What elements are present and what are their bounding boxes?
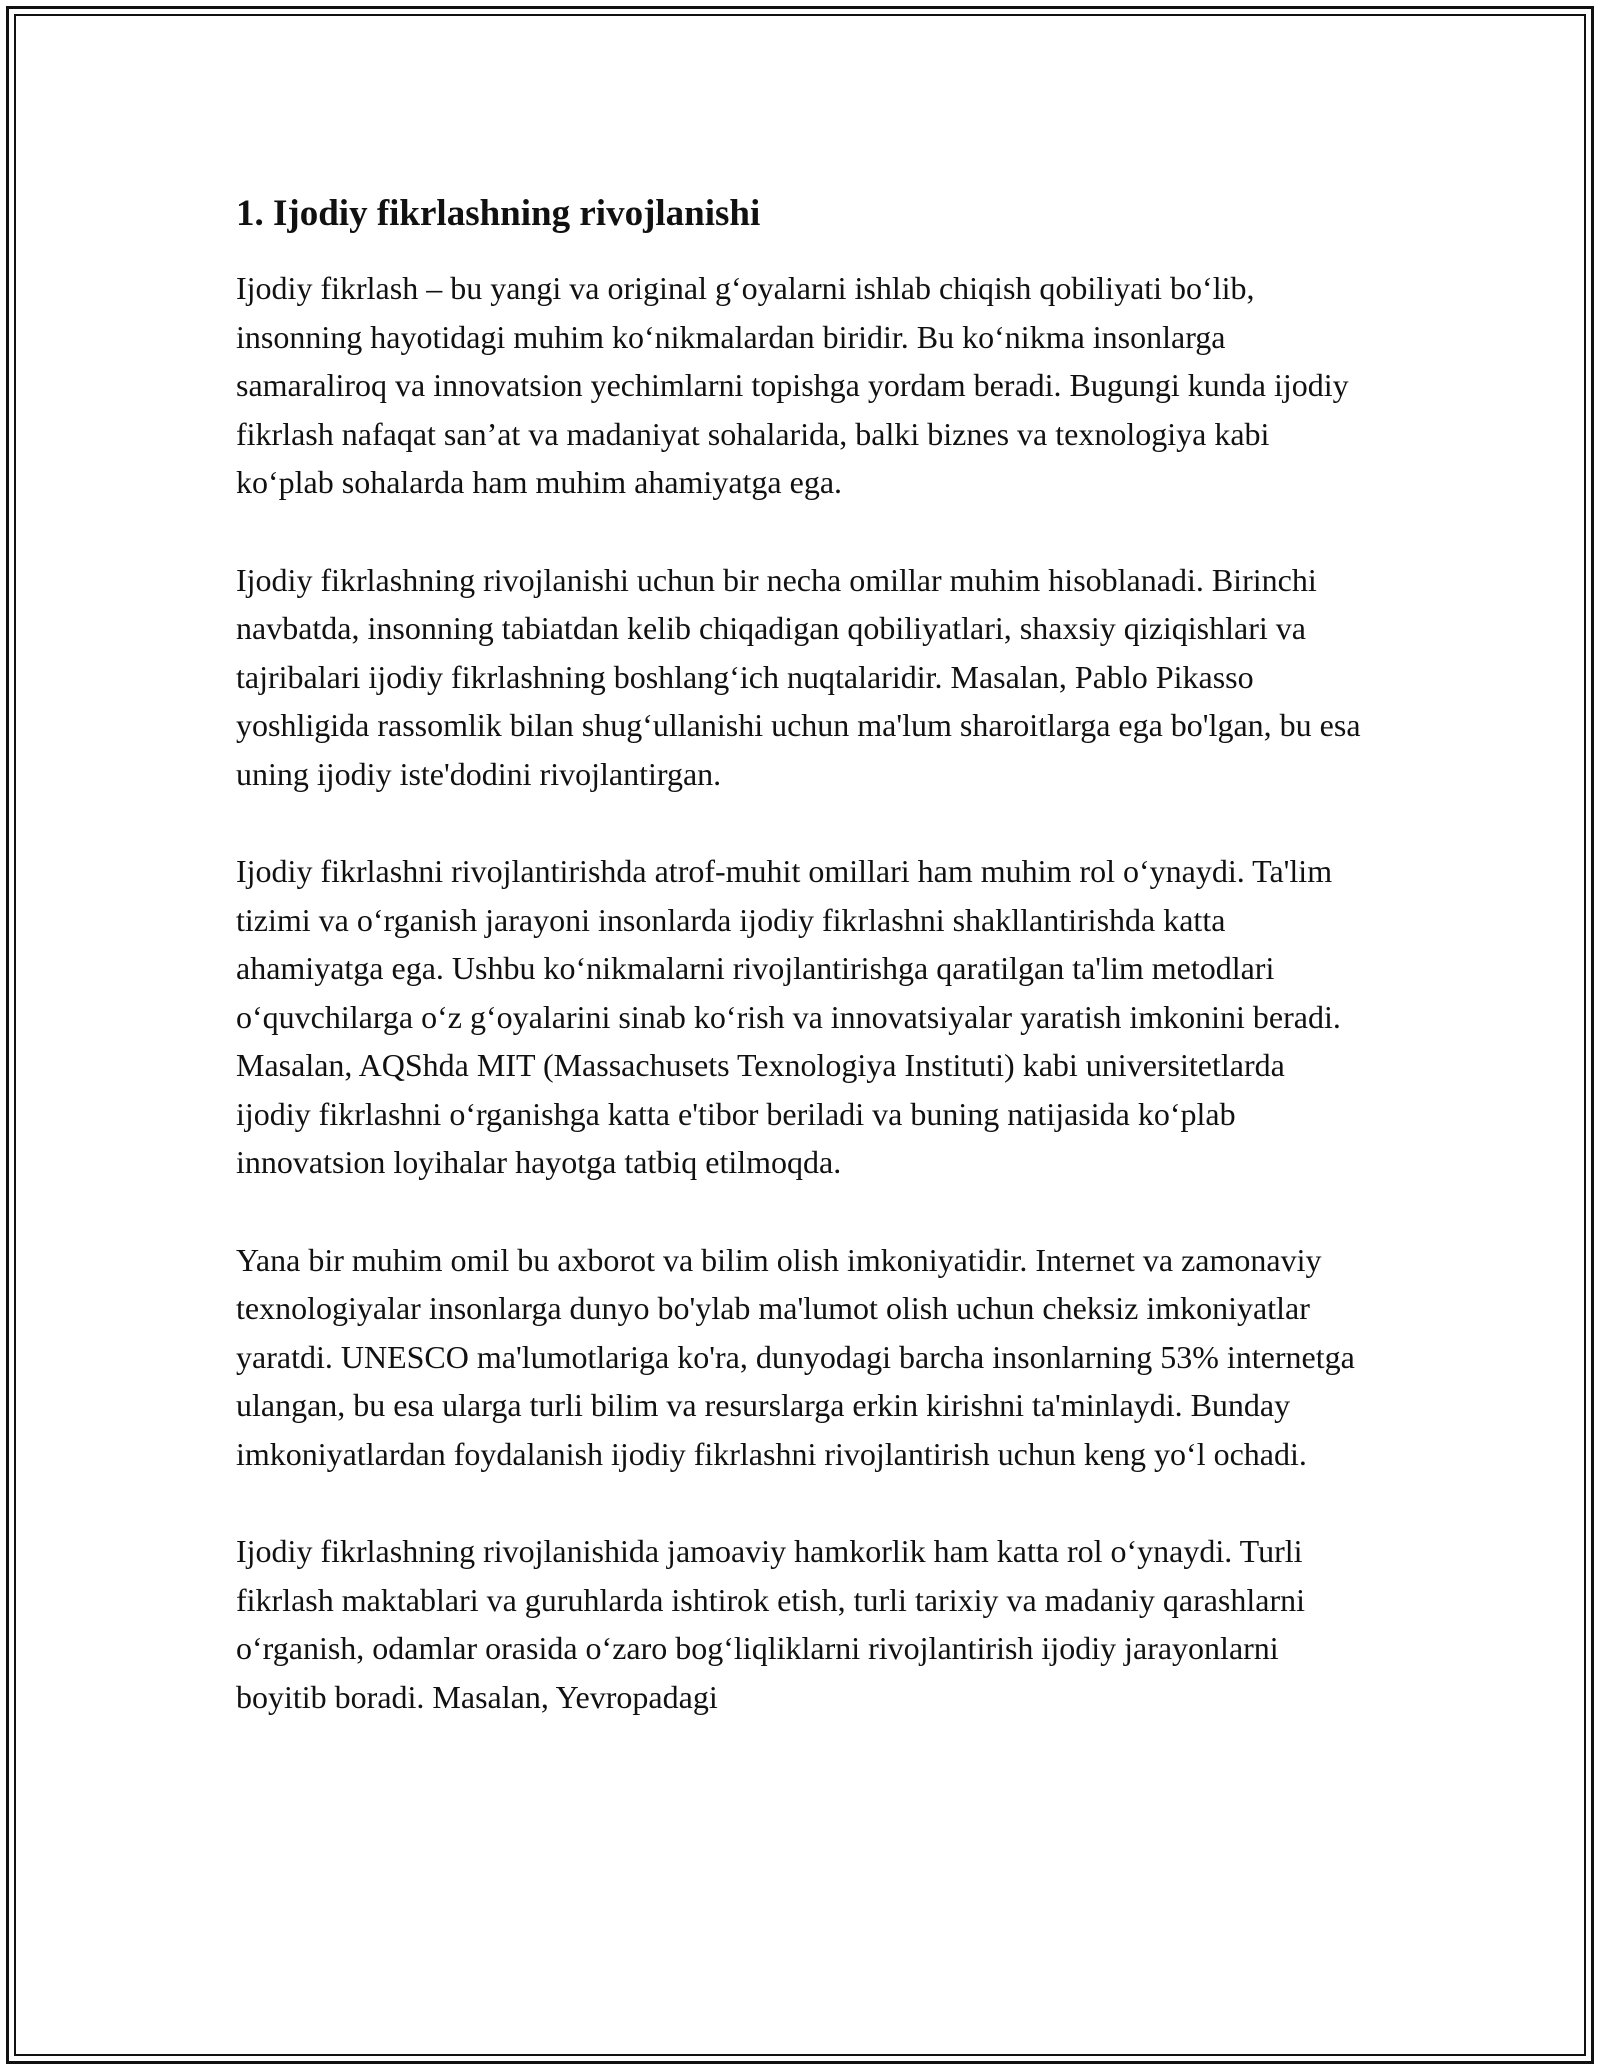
paragraph-2: Ijodiy fikrlashning rivojlanishi uchun bir necha omillar muhim hisoblanadi. Birinchi navbatda, insonning tabiatdan kelib chiqadigan qobiliyatlari, shaxsiy qiziqishlari va tajribalari ijodiy fikrlashning boshlang‘ich nuqtalaridir. Masalan, Pablo Pikasso yoshligida rassomlik bilan shug‘ullanishi uchun ma'lum sharoitlarga ega bo'lgan, bu esa uning ijodiy iste'dodini rivojlantirgan. bbox=[236, 561, 1361, 792]
paragraph-5: Ijodiy fikrlashning rivojlanishida jamoaviy hamkorlik ham katta rol o‘ynaydi. Turli fikrlash maktablari va guruhlarda ishtirok etish, turli tarixiy va madaniy qarashlarni o‘rganish, odamlar orasida o‘zaro bog‘liqliklarni rivojlantirish ijodiy jarayonlarni boyitib boradi. Masalan, Yevropadagi bbox=[236, 1533, 1306, 1715]
section-heading: 1. Ijodiy fikrlashning rivojlanishi bbox=[236, 193, 761, 234]
document-body bbox=[236, 190, 1366, 1721]
paragraph-1: Ijodiy fikrlash – bu yangi va original g‘oyalarni ishlab chiqish qobiliyati bo‘lib, insonning hayotidagi muhim ko‘nikmalardan biridir. Bu ko‘nikma insonlarga samaraliroq va innovatsion yechimlarni topishga yordam beradi. Bugungi kunda ijodiy fikrlash nafaqat san’at va madaniyat sohalarida, balki biznes va texnologiya kabi ko‘plab sohalarda ham muhim ahamiyatga ega. bbox=[236, 270, 1349, 500]
paragraph-3: Ijodiy fikrlashni rivojlantirishda atrof-muhit omillari ham muhim rol o‘ynaydi. Ta'lim tizimi va o‘rganish jarayoni insonlarda ijodiy fikrlashni shakllantirishda katta ahamiyatga ega. Ushbu ko‘nikmalarni rivojlantirishga qaratilgan ta'lim metodlari o‘quvchilarga o‘z g‘oyalarini sinab ko‘rish va innovatsiyalar yaratish imkonini beradi. Masalan, AQShda MIT (Massachusets Texnologiya Instituti) kabi universitetlarda ijodiy fikrlashni o‘rganishga katta e'tibor beriladi va buning natijasida ko‘plab innovatsion loyihalar hayotga tatbiq etilmoqda. bbox=[236, 853, 1341, 1180]
paragraph-4: Yana bir muhim omil bu axborot va bilim olish imkoniyatidir. Internet va zamonaviy texnologiyalar insonlarga dunyo bo'ylab ma'lumot olish uchun cheksiz imkoniyatlar yaratdi. UNESCO ma'lumotlariga ko'ra, dunyodagi barcha insonlarning 53% internetga ulangan, bu esa ularga turli bilim va resurslarga erkin kirishni ta'minlaydi. Bunday imkoniyatlardan foydalanish ijodiy fikrlashni rivojlantirish uchun keng yo‘l ochadi. bbox=[236, 1241, 1355, 1472]
